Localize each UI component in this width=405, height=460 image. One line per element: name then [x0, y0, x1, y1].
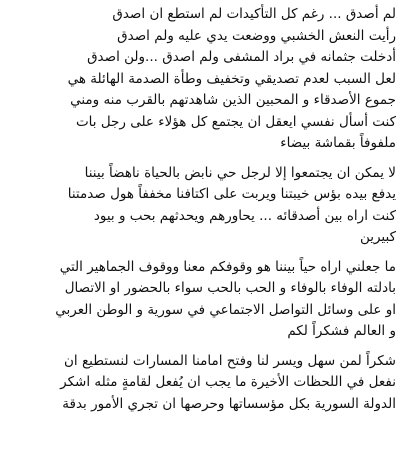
- text-line: شكراً لمن سهل ويسر لنا وفتح امامنا المسارات لنستطيع ان: [64, 352, 396, 369]
- paragraph-gap: [7, 155, 396, 163]
- paragraph: [7, 163, 396, 249]
- paragraph: [7, 4, 396, 155]
- text-line: و العالم فشكراً لكم: [287, 323, 396, 339]
- paragraph: [7, 257, 396, 343]
- text-line: لم أصدق ... رغم كل التأكيدات لم استطع ان اصدق: [112, 6, 396, 22]
- text-line: لعل السبب لعدم تصديقي وتخفيف وطأة الصدمة الهائلة هي: [67, 70, 396, 87]
- text-line: او على وسائل التواصل الاجتماعي في سورية و الوطن العربي: [55, 301, 396, 318]
- text-line: ما جعلني اراه حياً بيننا هو وقوفكم معنا ووقوف الجماهير التي: [59, 258, 396, 275]
- text-line: كنت أسأل نفسي ايعقل ان يجتمع كل هؤلاء على رجل بات: [75, 113, 396, 130]
- text-line: جموع الأصدقاء و المحبين الذين شاهدتهم بالقرب منه ومني: [70, 92, 396, 108]
- text-line: يدفع بيده بؤس خيبتنا ويربت على اكتافنا مخففاً هول صدمتنا: [67, 186, 396, 202]
- text-line: نفعل في اللحظات الأخيرة ما يجب ان يُفعل لقامةٍ مثله اشكر: [60, 374, 396, 390]
- text-line: ملفوفاً بقماشة بيضاء: [280, 135, 396, 151]
- text-line: كنت اراه بين أصدقائه ... يحاورهم ويحدثهم بحب و بيود: [93, 207, 396, 224]
- paragraph-gap: [7, 343, 396, 351]
- paragraph-gap: [7, 249, 396, 257]
- text-line: لا يمكن ان يجتمعوا إلا لرجل حي نابض بالحياة ناهضاً بيننا: [84, 164, 396, 181]
- text-line: كبيرين: [359, 229, 396, 245]
- paragraph: [7, 351, 396, 416]
- text-line: بادلته الوفاء بالوفاء و الحب بالحب سواء بالحضور او الاتصال: [64, 280, 396, 296]
- text-line: الدولة السورية بكل مؤسساتها وحرصها ان تجري الأمور بدقة: [62, 395, 396, 412]
- text-line: أدخلت جثمانه في براد المشفى ولم اصدق ...ولن اصدق: [87, 49, 396, 65]
- text-line: رأيت النعش الخشبي ووضعت يدي عليه ولم اصدق: [117, 27, 396, 44]
